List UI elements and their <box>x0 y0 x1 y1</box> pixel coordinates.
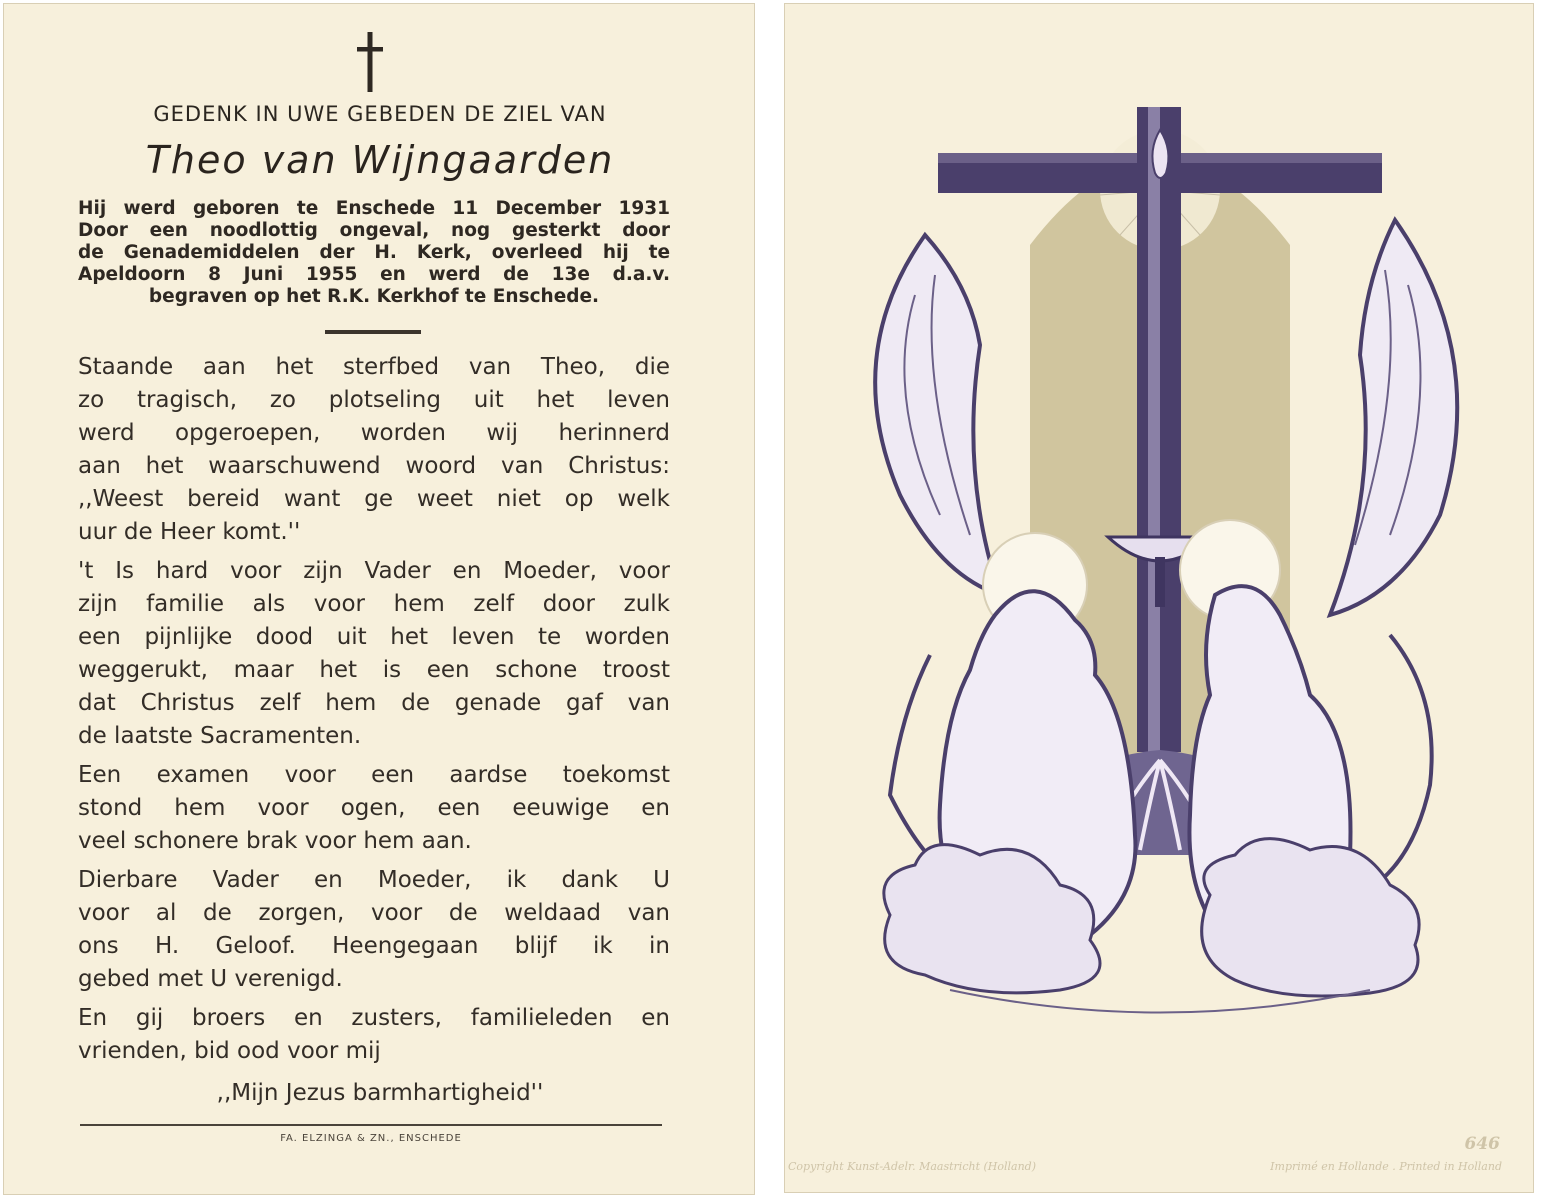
text-line: de laatste Sacramenten. <box>78 723 362 749</box>
text-line: gebed met U verenigd. <box>78 966 343 992</box>
card-number: 646 <box>1464 1134 1500 1154</box>
text-line: Dierbare Vader en Moeder, ik dank U <box>78 867 670 893</box>
section-divider <box>325 330 421 334</box>
cross-icon <box>355 32 385 92</box>
text-line: zijn familie als voor hem zelf door zulk <box>78 591 670 617</box>
text-line: voor al de zorgen, voor de weldaad van <box>78 900 670 926</box>
printer-credit: FA. ELZINGA & ZN., ENSCHEDE <box>280 1133 462 1144</box>
bio-line: Apeldoorn 8 Juni 1955 en werd de 13e d.a.v. <box>78 264 670 285</box>
text-line: aan het waarschuwend woord van Christus: <box>78 453 670 479</box>
bio-line: Door een noodlottig ongeval, nog gesterkt door <box>78 220 670 241</box>
angels-adoring-cross-illustration <box>830 95 1530 1095</box>
text-line: 't Is hard voor zijn Vader en Moeder, voor <box>78 558 670 584</box>
biography-block <box>78 198 670 308</box>
text-line: stond hem voor ogen, een eeuwige en <box>78 795 670 821</box>
bio-line: begraven op het R.K. Kerkhof te Enschede. <box>148 286 600 307</box>
text-line: weggerukt, maar het is een schone troost <box>78 657 670 683</box>
text-line: werd opgeroepen, worden wij herinnerd <box>78 420 670 446</box>
text-line: Een examen voor een aardse toekomst <box>78 762 670 788</box>
right-cloud <box>1202 839 1419 996</box>
right-wing <box>1330 220 1457 615</box>
text-line: vrienden, bid ood voor mij <box>78 1038 381 1064</box>
text-line: Staande aan het sterfbed van Theo, die <box>78 354 670 380</box>
bio-line: de Genademiddelen der H. Kerk, overleed hij te <box>78 242 670 263</box>
meditation-text <box>78 351 670 1068</box>
text-line: ons H. Geloof. Heengegaan blijf ik in <box>78 933 670 959</box>
left-wing <box>875 235 1000 595</box>
text-line: veel schonere brak voor hem aan. <box>78 828 472 854</box>
text-line: zo tragisch, zo plotseling uit het leven <box>78 387 670 413</box>
closing-prayer: ,,Mijn Jezus barmhartigheid'' <box>216 1080 544 1106</box>
text-line: uur de Heer komt.'' <box>78 519 301 545</box>
remembrance-heading: GEDENK IN UWE GEBEDEN DE ZIEL VAN <box>153 102 607 126</box>
print-origin: Imprimé en Hollande . Printed in Holland <box>1270 1160 1502 1173</box>
deceased-name: Theo van Wijngaarden <box>145 138 615 182</box>
text-line: En gij broers en zusters, familieleden en <box>78 1005 670 1031</box>
footer-divider <box>80 1124 662 1126</box>
text-line: dat Christus zelf hem de genade gaf van <box>78 690 670 716</box>
bio-line: Hij werd geboren te Enschede 11 December 1931 <box>78 198 670 219</box>
copyright-notice: Copyright Kunst-Adelr. Maastricht (Holland) <box>788 1160 1036 1173</box>
text-line: een pijnlijke dood uit het leven te worden <box>78 624 670 650</box>
text-line: ,,Weest bereid want ge weet niet op welk <box>78 486 670 512</box>
